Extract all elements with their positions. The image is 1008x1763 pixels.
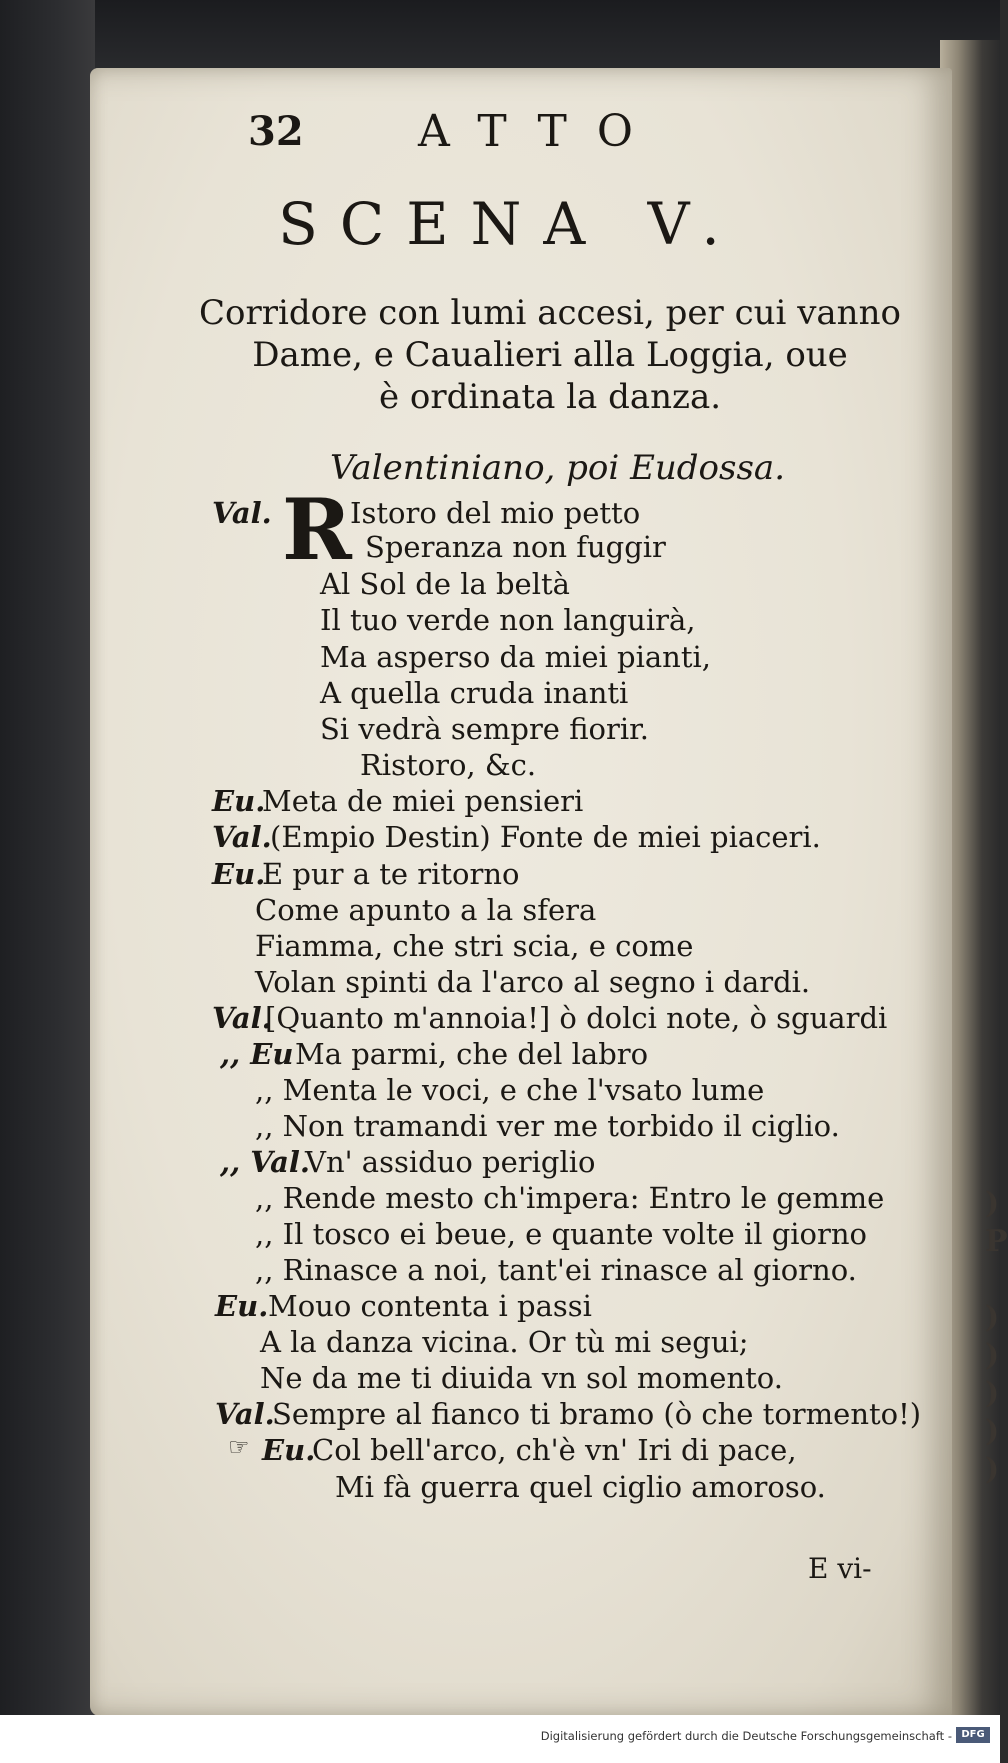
- facing-page-marks: ) P ) ) ) ) ): [985, 1186, 1008, 1487]
- page-number: 32: [248, 108, 304, 155]
- speaker-label: Val.: [212, 820, 272, 854]
- character-list: Valentiniano, poi Eudossa.: [330, 448, 785, 488]
- verse-line: Mouo contenta i passi: [268, 1289, 592, 1323]
- verse-line: ,, Non tramandi ver me torbido il ciglio.: [255, 1109, 840, 1143]
- verse-line: Meta de miei pensieri: [262, 784, 584, 818]
- drop-cap: R: [282, 480, 352, 579]
- running-head: ATTO: [418, 106, 663, 157]
- verse-line: Ma asperso da miei pianti,: [320, 640, 711, 674]
- speaker-label: Eu.: [212, 857, 266, 891]
- footer-bar: [0, 1715, 1000, 1763]
- verse-line: ,, Rinasce a noi, tant'ei rinasce al giorno.: [255, 1253, 857, 1287]
- verse-line: Volan spinti da l'arco al segno i dardi.: [255, 965, 811, 999]
- verse-line: Al Sol de la beltà: [320, 567, 570, 601]
- verse-line: E pur a te ritorno: [262, 857, 520, 891]
- verse-line: Ne da me ti diuida vn sol momento.: [260, 1361, 783, 1395]
- verse-line: Mi fà guerra quel ciglio amoroso.: [335, 1470, 826, 1504]
- speaker-label: ,, Eu: [220, 1037, 294, 1071]
- verse-line: Speranza non fuggir: [365, 530, 666, 564]
- speaker-label: Eu.: [212, 784, 266, 818]
- verse-line: ,, Menta le voci, e che l'vsato lume: [255, 1073, 765, 1107]
- verse-line: Col bell'arco, ch'è vn' Iri di pace,: [312, 1433, 797, 1467]
- verse-line: [Quanto m'annoia!] ò dolci note, ò sguardi: [265, 1001, 888, 1035]
- speaker-label: Val.: [215, 1397, 275, 1431]
- verse-line: Ma parmi, che del labro: [295, 1037, 649, 1071]
- verse-line: Vn' assiduo periglio: [305, 1145, 596, 1179]
- verse-line: A la danza vicina. Or tù mi segui;: [260, 1325, 749, 1359]
- stage-direction-line: Corridore con lumi accesi, per cui vanno: [199, 293, 901, 333]
- scene-title: SCENA V.: [278, 190, 742, 258]
- manicule-icon: ☞: [228, 1433, 250, 1461]
- speaker-label: Val.: [212, 1001, 272, 1035]
- scan-backdrop-top: [0, 0, 1000, 75]
- stage-direction-line: è ordinata la danza.: [378, 377, 722, 417]
- speaker-label: Val.: [212, 496, 272, 530]
- speaker-label: Eu.: [215, 1289, 269, 1323]
- verse-line: Il tuo verde non languirà,: [320, 603, 696, 637]
- stage-direction: [170, 292, 930, 418]
- stage-direction-line: Dame, e Caualieri alla Loggia, oue: [252, 335, 848, 375]
- verse-line: Istoro del mio petto: [350, 496, 641, 530]
- verse-line: Ristoro, &c.: [360, 748, 537, 782]
- verse-line: Sempre al fianco ti bramo (ò che tormento!): [272, 1397, 922, 1431]
- dfg-logo: DFG: [956, 1727, 990, 1743]
- verse-line: (Empio Destin) Fonte de miei piaceri.: [270, 820, 821, 854]
- verse-line: ,, Il tosco ei beue, e quante volte il giorno: [255, 1217, 868, 1251]
- speaker-label: Eu.: [262, 1433, 316, 1467]
- footer-credit: Digitalisierung gefördert durch die Deutsche Forschungsgemeinschaft -: [540, 1729, 952, 1743]
- verse-line: Come apunto a la sfera: [255, 893, 597, 927]
- page-header: [248, 108, 858, 158]
- verse-line: Si vedrà sempre fiorir.: [320, 712, 650, 746]
- verse-line: A quella cruda inanti: [320, 676, 629, 710]
- verse-line: Fiamma, che stri scia, e come: [255, 929, 694, 963]
- verse-line: ,, Rende mesto ch'impera: Entro le gemme: [255, 1181, 885, 1215]
- speaker-label: ,, Val.: [220, 1145, 311, 1179]
- catchword: E vi-: [808, 1552, 872, 1585]
